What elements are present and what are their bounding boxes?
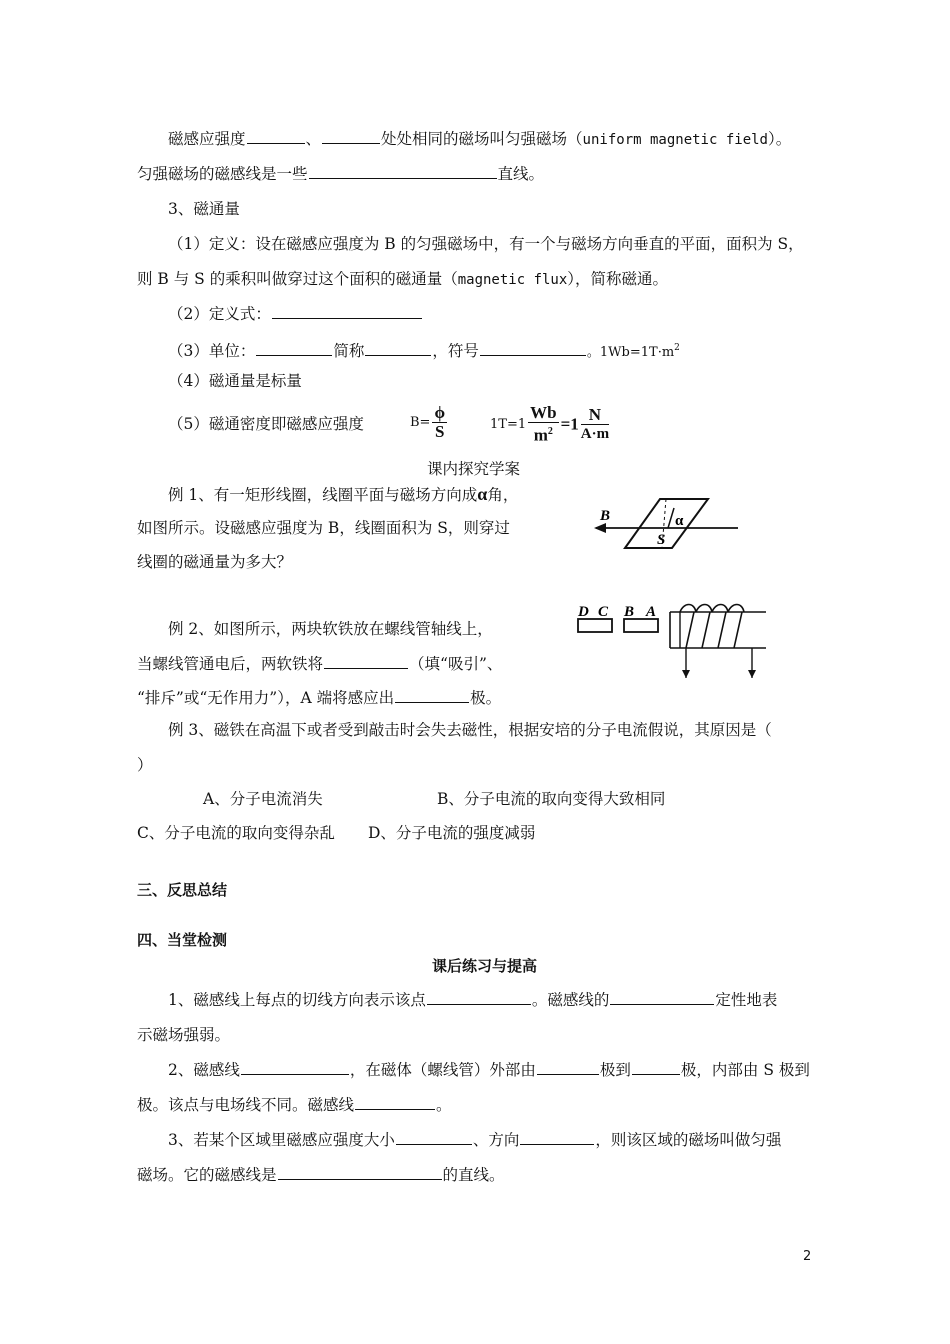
numerator: N — [581, 406, 609, 425]
fill-blank[interactable] — [520, 1130, 594, 1145]
denominator: A·m — [580, 425, 610, 442]
practice3-line1 — [168, 1130, 781, 1150]
text: 极。该点与电场线不同。磁感线 — [137, 1096, 355, 1114]
text: ，则该区域的磁场叫做匀强 — [595, 1131, 782, 1149]
english-term: magnetic flux — [457, 272, 568, 288]
english-term: uniform magnetic field — [582, 132, 768, 148]
b-label: B — [624, 604, 635, 620]
superscript: 2 — [547, 426, 553, 437]
fraction-wb-m2 — [528, 404, 558, 445]
text: 匀强磁场的磁感线是一些 — [137, 165, 308, 183]
text: 直线。 — [497, 165, 545, 183]
fill-blank[interactable] — [537, 1060, 599, 1075]
example2-line3 — [137, 688, 501, 708]
line-uniform-field-def — [168, 129, 791, 150]
heading-check: 四、当堂检测 — [137, 931, 228, 949]
section-title-inclass: 课内探究学案 — [427, 460, 521, 478]
option-d[interactable]: D、分子电流的强度减弱 — [368, 824, 536, 842]
fill-blank[interactable] — [427, 990, 531, 1005]
line-field-lines — [137, 164, 544, 184]
text: 、 — [305, 130, 322, 148]
figure-coil-in-field — [590, 490, 750, 560]
text: 、方向 — [472, 1131, 520, 1149]
fill-blank[interactable] — [278, 1165, 442, 1180]
practice2-line2 — [137, 1095, 452, 1115]
text: ），简称磁通。 — [567, 270, 669, 288]
example1-line2: 如图所示。设磁感应强度为 B，线圈面积为 S，则穿过 — [137, 519, 510, 537]
d-label: D — [578, 604, 589, 620]
example2-line1: 例 2、如图所示，两块软铁放在螺线管轴线上， — [168, 620, 493, 638]
text: m — [533, 425, 548, 445]
example1-line1 — [168, 484, 518, 505]
practice1-line1 — [168, 990, 777, 1010]
fill-blank[interactable] — [241, 1060, 349, 1075]
text: “排斥”或“无作用力”），A 端将感应出 — [137, 689, 395, 707]
flux-definition-cont — [137, 269, 668, 290]
text: ）。 — [767, 130, 792, 148]
practice3-line2 — [137, 1165, 505, 1185]
s-label: S — [657, 532, 666, 548]
text: 极。 — [470, 689, 502, 707]
text: 极，内部由 S 极到 — [680, 1061, 810, 1079]
heading-reflection: 三、反思总结 — [137, 881, 228, 899]
fill-blank[interactable] — [256, 341, 332, 356]
fill-blank[interactable] — [322, 129, 380, 144]
page-number: 2 — [803, 1249, 812, 1264]
text: =1 — [560, 414, 579, 434]
denominator — [528, 423, 558, 445]
fill-blank[interactable] — [247, 129, 305, 144]
formula-b — [410, 404, 449, 441]
alpha-label: α — [675, 513, 684, 529]
text: 1T=1 — [490, 416, 527, 432]
superscript: 2 — [674, 343, 680, 353]
text: 2、磁感线 — [168, 1061, 240, 1079]
fill-blank[interactable] — [355, 1095, 435, 1110]
option-b[interactable]: B、分子电流的取向变得大致相同 — [437, 790, 666, 808]
example3-line2: ） — [137, 756, 153, 774]
fraction-phi-s — [432, 404, 447, 441]
fill-blank[interactable] — [480, 341, 586, 356]
text: 磁场。它的磁感线是 — [137, 1166, 277, 1184]
flux-formula-line — [168, 304, 423, 324]
fill-blank[interactable] — [272, 304, 422, 319]
fill-blank[interactable] — [365, 341, 431, 356]
numerator: Wb — [530, 403, 557, 422]
fill-blank[interactable] — [396, 1130, 472, 1145]
text: （2）定义式： — [168, 305, 271, 323]
text: 当螺线管通电后，两软铁将 — [137, 655, 324, 673]
practice1-line2: 示磁场强弱。 — [137, 1026, 231, 1044]
fill-blank[interactable] — [309, 164, 497, 179]
text: 磁感应强度 — [168, 130, 246, 148]
flux-density-line: （5）磁通密度即磁感应强度 — [168, 415, 364, 433]
text: 的直线。 — [442, 1166, 505, 1184]
c-label: C — [598, 604, 609, 620]
heading-practice: 课后练习与提高 — [432, 957, 538, 975]
text: 3、若某个区域里磁感应强度大小 — [168, 1131, 395, 1149]
fraction-n-am — [581, 406, 609, 443]
text: 定性地表 — [715, 991, 778, 1009]
flux-scalar: （4）磁通量是标量 — [168, 372, 302, 390]
flux-unit-line — [168, 338, 680, 363]
denominator: S — [435, 422, 445, 441]
figure-solenoid — [572, 598, 772, 688]
fill-blank[interactable] — [395, 688, 469, 703]
example2-line2 — [137, 654, 502, 674]
text: 极到 — [599, 1061, 631, 1079]
example1-line3: 线圈的磁通量为多大？ — [137, 553, 293, 571]
soft-iron-ba — [624, 619, 658, 632]
example3-line1: 例 3、磁铁在高温下或者受到敲击时会失去磁性，根据安培的分子电流假说，其原因是（ — [168, 721, 772, 739]
text: 角， — [487, 486, 519, 504]
text: ，在磁体（螺线管）外部由 — [349, 1061, 536, 1079]
fill-blank[interactable] — [324, 654, 408, 669]
unit-relation: 。1Wb=1T·m — [586, 345, 675, 361]
a-label: A — [646, 604, 657, 620]
heading-magnetic-flux: 3、磁通量 — [168, 200, 240, 218]
option-a[interactable]: A、分子电流消失 — [203, 790, 323, 808]
formula-tesla — [490, 404, 611, 445]
text: 。磁感线的 — [531, 991, 610, 1009]
soft-iron-dc — [578, 619, 612, 632]
option-c[interactable]: C、分子电流的取向变得杂乱 — [137, 824, 335, 842]
text: （填“吸引”、 — [409, 655, 503, 673]
text: （3）单位： — [168, 342, 256, 361]
text: 则 B 与 S 的乘积叫做穿过这个面积的磁通量（ — [137, 270, 458, 288]
flux-definition: （1）定义：设在磁感应强度为 B 的匀强磁场中，有一个与磁场方向垂直的平面，面积为 S， — [168, 235, 804, 253]
alpha-symbol: α — [477, 484, 488, 504]
b-label: B — [600, 508, 611, 524]
fill-blank[interactable] — [632, 1060, 680, 1075]
text: B= — [410, 415, 431, 430]
text: 1、磁感线上每点的切线方向表示该点 — [168, 991, 426, 1009]
text: 简称 — [333, 342, 365, 361]
fill-blank[interactable] — [610, 990, 714, 1005]
text: ，符号 — [432, 342, 479, 361]
practice2-line1 — [168, 1060, 810, 1080]
text: 处处相同的磁场叫匀强磁场（ — [381, 130, 583, 148]
text: 。 — [436, 1096, 452, 1114]
numerator: ϕ — [434, 403, 446, 422]
text: 例 1、有一矩形线圈，线圈平面与磁场方向成 — [168, 486, 478, 504]
